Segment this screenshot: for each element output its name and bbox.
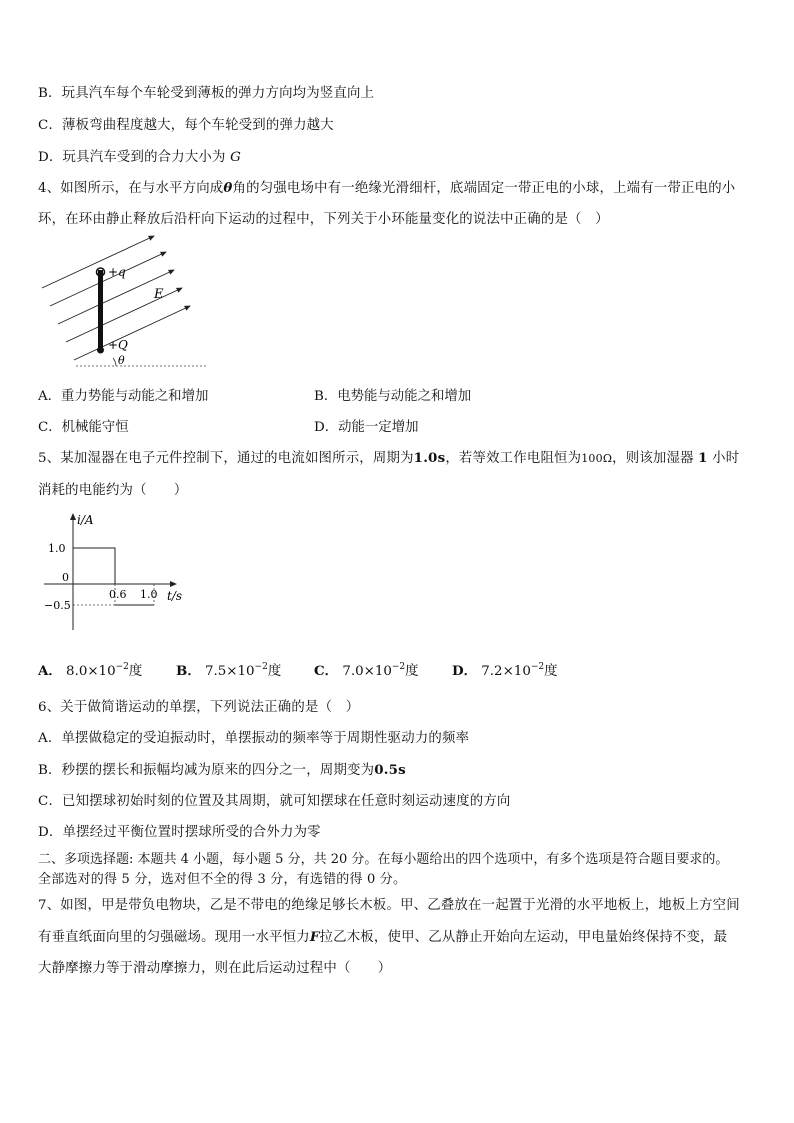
q3-option-b: B．玩具汽车每个车轮受到薄板的弹力方向均为竖直向上 bbox=[38, 86, 375, 101]
q3-option-c: C．薄板弯曲程度越大，每个车轮受到的弹力越大 bbox=[38, 118, 334, 133]
q7-stem-line3: 大静摩擦力等于滑动摩擦力，则在此后运动过程中（ ） bbox=[38, 961, 392, 976]
angle-arc bbox=[113, 358, 116, 366]
q6-option-d: D．单摆经过平衡位置时摆球所受的合外力为零 bbox=[38, 825, 321, 840]
tick-1.0: 1.0 bbox=[48, 542, 66, 555]
q4-option-b: B．电势能与动能之和增加 bbox=[314, 389, 472, 404]
field-line bbox=[66, 288, 182, 342]
tick-0: 0 bbox=[62, 571, 69, 584]
q5-stem-line1: 5、某加湿器在电子元件控制下，通过的电流如图所示，周期为1.0s，若等效工作电阻恒为100Ω，则该加湿器 1 小时 bbox=[38, 450, 740, 466]
label-q: +q bbox=[108, 265, 126, 279]
q5-option-b: B． $7.5\times 10^{-2}$度 bbox=[176, 662, 282, 679]
tick-minus-0.5: −0.5 bbox=[44, 599, 71, 612]
q4-figure-electric-field bbox=[36, 232, 216, 372]
q6-option-c: C．已知摆球初始时刻的位置及其周期，就可知摆球在任意时刻运动速度的方向 bbox=[38, 794, 511, 809]
q5-option-d: D． $7.2\times 10^{-2}$度 bbox=[452, 662, 558, 679]
tick-1.0-x: 1.0 bbox=[140, 588, 158, 601]
ball bbox=[97, 347, 104, 354]
label-E: E bbox=[154, 287, 164, 302]
q5-current-time-graph bbox=[40, 508, 200, 636]
q6-stem: 6、关于做简谐运动的单摆，下列说法正确的是（ ） bbox=[38, 700, 360, 715]
section2-header-line2: 全部选对的得 5 分，选对但不全的得 3 分，有选错的得 0 分。 bbox=[38, 872, 407, 887]
label-Q: +Q bbox=[108, 338, 128, 352]
x-axis-label: t/s bbox=[167, 589, 183, 603]
section2-header-line1: 二、多项选择题: 本题共 4 小题，每小题 5 分，共 20 分。在每小题给出的四个选项中，有多个选项是符合题目要求的。 bbox=[38, 852, 729, 867]
q6-option-a: A．单摆做稳定的受迫振动时，单摆振动的频率等于周期性驱动力的频率 bbox=[38, 731, 470, 746]
label-theta: θ bbox=[118, 354, 125, 367]
q5-option-a: A． $8.0\times 10^{-2}$度 bbox=[38, 662, 143, 679]
current-high-segment bbox=[73, 548, 115, 584]
q7-stem-line2: 有垂直纸面向里的匀强磁场。现用一水平恒力F拉乙木板，使甲、乙从静止开始向左运动，甲电量始终保持不变，最 bbox=[38, 929, 728, 945]
tick-0.6: 0.6 bbox=[109, 588, 127, 601]
insulating-rod bbox=[98, 270, 103, 352]
q4-stem-line1: 4、如图所示，在与水平方向成θ角的匀强电场中有一绝缘光滑细杆，底端固定一带正电的小球，上端有一带正电的小 bbox=[38, 180, 736, 196]
q5-option-c: C． $7.0\times 10^{-2}$度 bbox=[314, 662, 419, 679]
q5-stem-line2: 消耗的电能约为（ ） bbox=[38, 483, 188, 498]
field-line bbox=[50, 252, 166, 306]
field-line bbox=[74, 306, 190, 360]
q4-option-c: C．机械能守恒 bbox=[38, 420, 129, 435]
q4-stem-line2: 环，在环由静止释放后沿杆向下运动的过程中，下列关于小环能量变化的说法中正确的是（ ） bbox=[38, 212, 609, 227]
q6-option-b: B．秒摆的摆长和振幅均减为原来的四分之一，周期变为0.5s bbox=[38, 762, 406, 778]
q4-option-d: D．动能一定增加 bbox=[314, 420, 419, 435]
q4-option-a: A．重力势能与动能之和增加 bbox=[38, 389, 209, 404]
y-axis-label: i/A bbox=[77, 513, 94, 527]
q3-option-d: D．玩具汽车受到的合力大小为 G bbox=[38, 150, 241, 165]
q7-stem-line1: 7、如图，甲是带负电物块，乙是不带电的绝缘足够长木板。甲、乙叠放在一起置于光滑的水平地板上，地板上方空间 bbox=[38, 898, 740, 913]
